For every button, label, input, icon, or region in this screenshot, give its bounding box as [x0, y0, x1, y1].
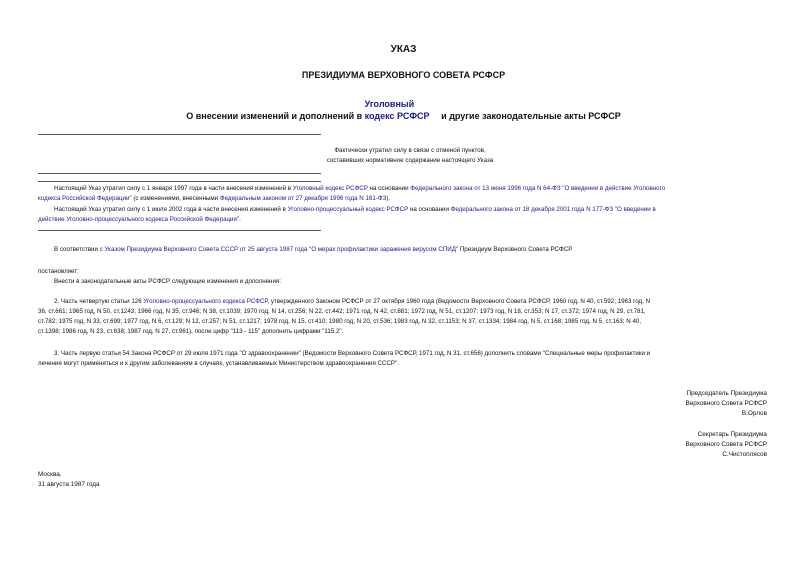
invalid1-text1: Настоящий Указ утратил силу с 1 января 1997 года в части внесения изменений в	[54, 185, 293, 192]
item-2-line3: ст.782; 1975 год, N 33, ст.699; 1977 год, N 6, ст.129; N 12, ст.257; N 51, ст.1217; 1978 год, N 15, ст.410; 1980 год, N 20, ст.536; 1983 год, N 32, ст.1153; N 37, ст.1334; 1984 год, N 5, ст.168; 1985 год, N 5, ст.163; N 40,	[38, 318, 642, 325]
invalid-note-1	[38, 184, 807, 194]
invalid-note-1-cont	[38, 194, 807, 204]
item2-text2: , утвержденного Законом РСФСР от 27 октября 1960 года (Ведомости Верховного Совета РСФСР, 1960 год, N 40, ст.592; 1963 год, N	[267, 298, 651, 305]
place: Москва,	[38, 471, 62, 478]
link-criminal-procedure-code[interactable]: Уголовно-процессуальный кодекс РСФСР	[287, 206, 409, 213]
link-ussr-decree-aids[interactable]: Указом Президиума Верховного Совета СССР от 25 августа 1987 года "О мерах профилактики заражения вирусом СПИД"	[104, 246, 459, 253]
invalid2-text3: .	[239, 216, 241, 223]
status-note	[300, 146, 520, 166]
invalid1-text4: ).	[386, 195, 391, 202]
invalid2-text2: на основании	[408, 206, 451, 213]
invalid1-text3: (с изменениями, внесенными	[131, 195, 220, 202]
link-criminal-code[interactable]: Уголовный кодекс РСФСР	[292, 185, 368, 192]
divider-mid-2	[38, 181, 321, 182]
invalid2-text1: Настоящий Указ утратил силу с 1 июля 2002 года в части внесения изменений в	[54, 206, 288, 213]
preamble-text2: Президиум Верховного Совета РСФСР	[458, 246, 573, 253]
chairman-role1: Председатель Президиума	[686, 390, 767, 397]
item-3-line2: лечения могут применяться и к другим заболеваниям в случаях, устанавливаемых Министерством здравоохранения СССР".	[38, 360, 399, 367]
divider-bottom	[38, 230, 321, 231]
place-date	[38, 470, 100, 490]
secretary-name: С.Чистоплясов	[722, 451, 767, 458]
subject-link-criminal-code[interactable]: Уголовный кодекс РСФСР	[364, 99, 430, 121]
signature-secretary	[685, 430, 767, 460]
preamble-text1: В соответствии с	[54, 246, 105, 253]
preamble	[38, 245, 807, 255]
status-note-line2: составивших нормативное содержание настоящего Указа	[326, 157, 494, 164]
secretary-role2: Верховного Совета РСФСР	[685, 441, 767, 448]
item-2-line4: ст.1398; 1986 год, N 23, ст.638; 1987 год, N 27, ст.961), после цифр "113 - 115" дополнить цифрами "115.2".	[38, 328, 344, 335]
date: 31 августа 1987 года	[38, 481, 100, 488]
status-note-line1: Фактически утратил силу в связи с отменой пунктов,	[334, 147, 486, 154]
doc-subject	[0, 98, 807, 122]
link-federal-law-64[interactable]: Федерального закона от 13 июня 1996 года N 64-ФЗ "О введении в действие Уголовного	[410, 185, 666, 192]
divider-mid-1	[38, 173, 321, 174]
chairman-role2: Верховного Совета РСФСР	[685, 400, 767, 407]
link-federal-law-161[interactable]: Федеральным законом от 27 декабря 1996 года N 161-ФЗ	[219, 195, 387, 202]
signature-chairman	[685, 389, 767, 419]
item2-text1: 2. Часть четвертую статьи 126	[54, 298, 144, 305]
invalid1-text2: на основании	[367, 185, 411, 192]
decree-word: постановляет:	[38, 268, 79, 275]
subject-text-post: и другие законодательные акты РСФСР	[438, 111, 621, 121]
link-federal-law-64-cont[interactable]: кодекса Российской Федерации"	[38, 195, 132, 202]
link-federal-law-177[interactable]: Федерального закона от 18 декабря 2001 года N 177-ФЗ "О введении в	[450, 206, 656, 213]
chairman-name: В.Орлов	[741, 410, 767, 417]
item-2-line2: 36, ст.661; 1965 год, N 50, ст.1243; 1966 год, N 35, ст.946; N 38, ст.1039; 1970 год, N 14, ст.256; N 22, ст.442; 1971 год, N 42, ст.881; 1972 год, N 51, ст.1207; 1973 год, N 18, ст.353; N 17, ст.372; 1974 год, N 29, ст.781,	[38, 308, 646, 315]
item-3-line1: 3. Часть первую статьи 54 Закона РСФСР от 29 июля 1971 года "О здравоохранении" (Ведомости Верховного Совета РСФСР, 1971 год, N 31, ст.656) дополнить словами "Специальные меры профилактики и	[54, 350, 651, 357]
link-federal-law-177-cont[interactable]: действие Уголовно-процессуального кодекса Российской Федерации"	[38, 216, 240, 223]
invalid-note-2	[38, 205, 807, 215]
item-2-line1	[38, 297, 807, 307]
secretary-role1: Секретарь Президиума	[697, 431, 767, 438]
subject-text-pre: О внесении изменений и дополнений в	[186, 111, 365, 121]
doc-issuer: ПРЕЗИДИУМА ВЕРХОВНОГО СОВЕТА РСФСР	[301, 70, 506, 80]
link-criminal-procedure-code-item2[interactable]: Уголовно-процессуального кодекса РСФСР	[143, 298, 268, 305]
intro-text: Внести в законодательные акты РСФСР следующие изменения и дополнения:	[54, 278, 281, 285]
divider-top	[38, 134, 321, 135]
invalid-note-2-cont	[38, 215, 807, 225]
doc-title: УКАЗ	[390, 44, 417, 55]
